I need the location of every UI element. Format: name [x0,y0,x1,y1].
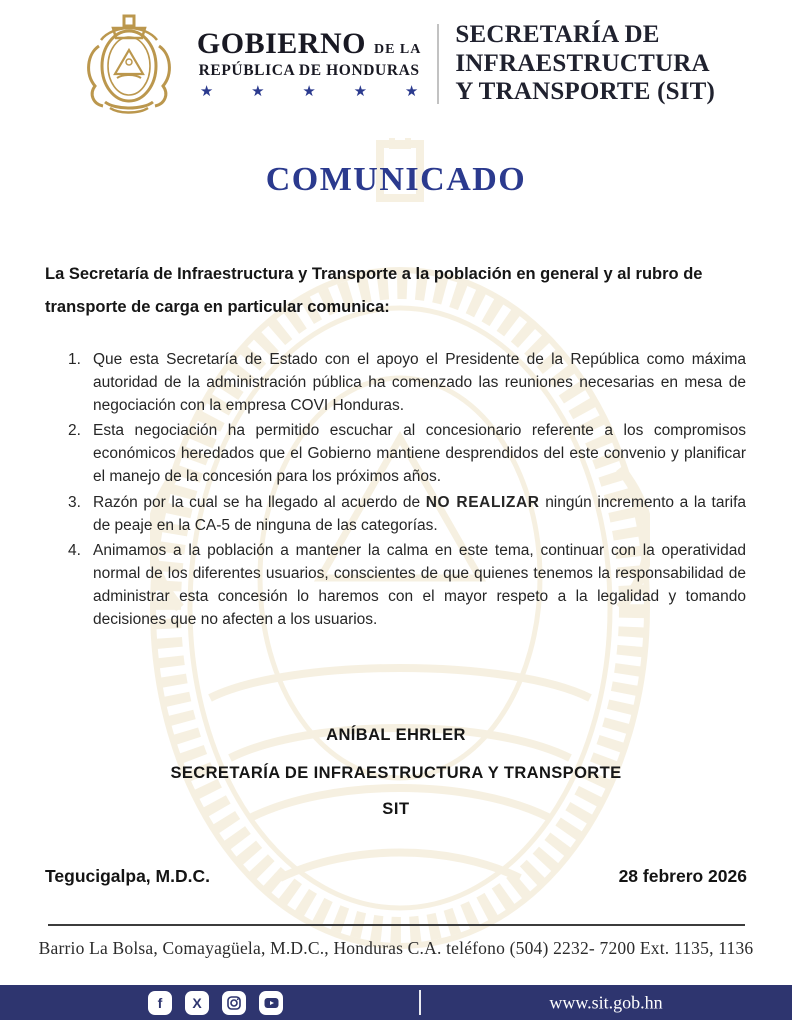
gobierno-title: GOBIERNO DE LA [196,27,422,60]
list-item [68,348,746,417]
sit-title-line: SECRETARÍA DE [455,21,660,49]
sit-title [455,21,715,107]
facebook-glyph: f [157,994,163,1011]
youtube-icon[interactable] [259,991,283,1015]
item-number: 1. [68,351,81,368]
header-divider [437,24,439,104]
star-icon: ★ [404,84,419,100]
footer-url[interactable]: www.sit.gob.hn [549,992,663,1012]
facebook-icon[interactable] [148,991,172,1015]
date-label: 28 febrero 2026 [618,866,747,886]
item-text: Esta negociación ha permitido escuchar al concesionario referente a los compromisos económicos heredados que el Gobierno mantiene desprendidos del este convenio y planificar el manejo de la concesión para los próximos años. [93,422,746,486]
gobierno-wordmark [197,27,421,101]
footer-bar [0,985,792,1020]
star-icon: ★ [199,84,214,100]
place-label: Tegucigalpa, M.D.C. [45,866,210,886]
signature-name: ANÍBAL EHRLER [326,726,466,744]
x-icon[interactable] [185,991,209,1015]
footer-rule [48,924,745,926]
signature-abbr: SIT [382,800,410,818]
list-item [68,491,746,537]
item-text-after: ningún incremento a la tarifa de peaje en la CA-5 de ninguna de las categorías. [93,493,747,534]
x-glyph: X [192,994,202,1011]
honduras-coat-of-arms-icon [77,12,181,116]
page-title: COMUNICADO [265,161,527,198]
item-number: 4. [68,541,81,559]
place-date-row [45,866,747,887]
list-item [68,419,746,488]
footer-address: Barrio La Bolsa, Comayagüela, M.D.C., Honduras C.A. teléfono (504) 2232- 7200 Ext. 1135, 1136 [38,938,754,958]
star-icon: ★ [302,84,316,100]
star-row [197,80,421,101]
star-icon: ★ [251,84,265,100]
instagram-icon[interactable] [222,991,246,1015]
star-icon: ★ [353,84,368,100]
sit-title-line: Y TRANSPORTE (SIT) [455,78,716,106]
item-text [93,491,746,537]
numbered-list [68,348,746,633]
sit-title-line: INFRAESTRUCTURA [455,49,710,77]
item-text-before: Razón por la cual se ha llegado al acuerdo de [93,493,426,511]
signature-block [0,726,792,819]
social-icons [148,991,283,1015]
intro-paragraph: La Secretaría de Infraestructura y Transporte a la población en general y al rubro de transporte de carga en particular comunica: [45,265,703,316]
item-number: 3. [68,493,81,511]
item-text-bold: NO REALIZAR [425,493,540,511]
item-text: Animamos a la población a mantener la calma en este tema, continuar con la operatividad normal de los diferentes usuarios, conscientes de que quienes tenemos la responsabilidad de administrar esta concesión lo haremos con el mayor respeto a la legalidad y tomando decisiones que no afecten a los usuarios. [93,541,746,629]
item-text: Que esta Secretaría de Estado con el apoyo el Presidente de la República como máxima autoridad de la administración pública ha comenzado las reuniones necesarias en mesa de negociación con la empresa COVI Honduras. [93,351,746,415]
item-number: 2. [68,422,81,440]
gobierno-de-la: DE LA [373,42,422,57]
list-item [68,539,746,631]
republica-subtitle: REPÚBLICA DE HONDURAS [198,62,420,79]
letterhead [0,12,792,116]
signature-org: SECRETARÍA DE INFRAESTRUCTURA Y TRANSPORTE [170,764,622,782]
